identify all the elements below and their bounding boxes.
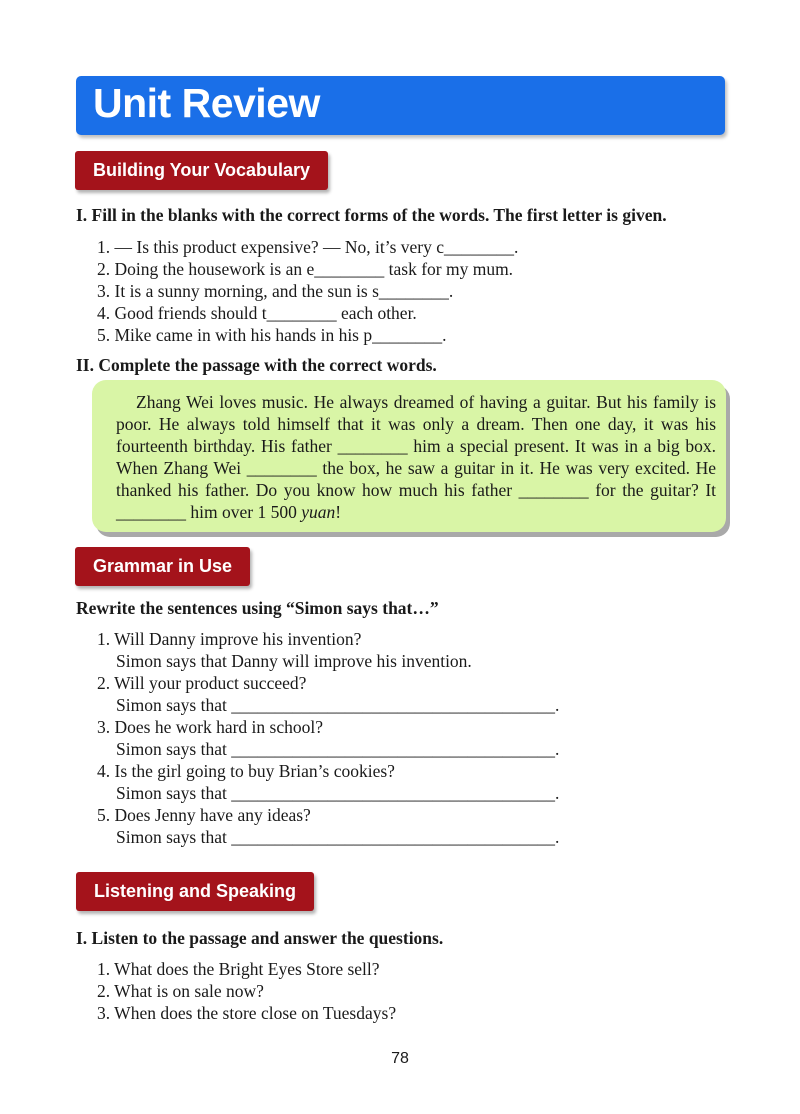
vocabulary-part1-list	[97, 236, 518, 346]
passage-line: much his father ________ for the guitar? It ________ him over 1 500	[116, 480, 717, 522]
passage-box	[92, 380, 726, 532]
section-tag-grammar: Grammar in Use	[75, 547, 250, 586]
passage-line: one day, it was his fourteenth birthday. His father ________ him a special	[116, 414, 717, 456]
list-item: 5. Mike came in with his hands in his p________.	[97, 325, 447, 345]
vocabulary-part2-heading: II. Complete the passage with the correct words.	[76, 355, 437, 375]
section-tag-vocabulary: Building Your Vocabulary	[75, 151, 328, 190]
list-item: 3. Does he work hard in school?	[97, 717, 323, 737]
section-tag-listening: Listening and Speaking	[76, 872, 314, 911]
listening-list	[97, 958, 396, 1024]
list-item: 1. Will Danny improve his invention?	[97, 629, 362, 649]
passage-text	[116, 391, 716, 523]
passage-line: his family is poor. He always told himself that it was only a dream. Then	[116, 392, 716, 434]
list-item: 4. Is the girl going to buy Brian’s cookies?	[97, 761, 395, 781]
unit-review-banner	[76, 76, 725, 135]
passage-line: present. It was in a big box. When Zhang Wei ________ the box, he saw a	[116, 436, 716, 478]
list-item: 2. Will your product succeed?	[97, 673, 307, 693]
passage-end: !	[335, 502, 342, 522]
list-item: 2. Doing the housework is an e________ task for my mum.	[97, 259, 514, 279]
list-item: 3. It is a sunny morning, and the sun is s________.	[97, 281, 454, 301]
list-item-answer: Simon says that _____________________________________.	[116, 739, 560, 759]
list-item: 2. What is on sale now?	[97, 981, 264, 1001]
list-item: 5. Does Jenny have any ideas?	[97, 805, 311, 825]
list-item-answer: Simon says that _____________________________________.	[116, 827, 560, 847]
passage-italic-word: yuan	[301, 502, 336, 522]
grammar-list	[97, 628, 559, 848]
list-item: 1. — Is this product expensive? — No, it’s very c________.	[97, 237, 519, 257]
page-number: 78	[391, 1050, 409, 1067]
list-item: 3. When does the store close on Tuesdays?	[97, 1003, 397, 1023]
page-title: Unit Review	[93, 80, 320, 126]
listening-heading: I. Listen to the passage and answer the questions.	[76, 928, 444, 948]
vocabulary-part1-heading: I. Fill in the blanks with the correct forms of the words. The first letter is given.	[76, 205, 667, 225]
list-item-answer: Simon says that Danny will improve his invention.	[116, 651, 472, 671]
grammar-heading: Rewrite the sentences using “Simon says that…”	[76, 598, 439, 618]
list-item: 4. Good friends should t________ each other.	[97, 303, 417, 323]
passage-line: Zhang Wei loves music. He always dreamed of having a guitar. But	[136, 392, 622, 412]
list-item-answer: Simon says that _____________________________________.	[116, 783, 560, 803]
list-item: 1. What does the Bright Eyes Store sell?	[97, 959, 380, 979]
passage-line: guitar in it. He was very excited. He thanked his father. Do you know how	[116, 458, 716, 500]
list-item-answer: Simon says that _____________________________________.	[116, 695, 560, 715]
